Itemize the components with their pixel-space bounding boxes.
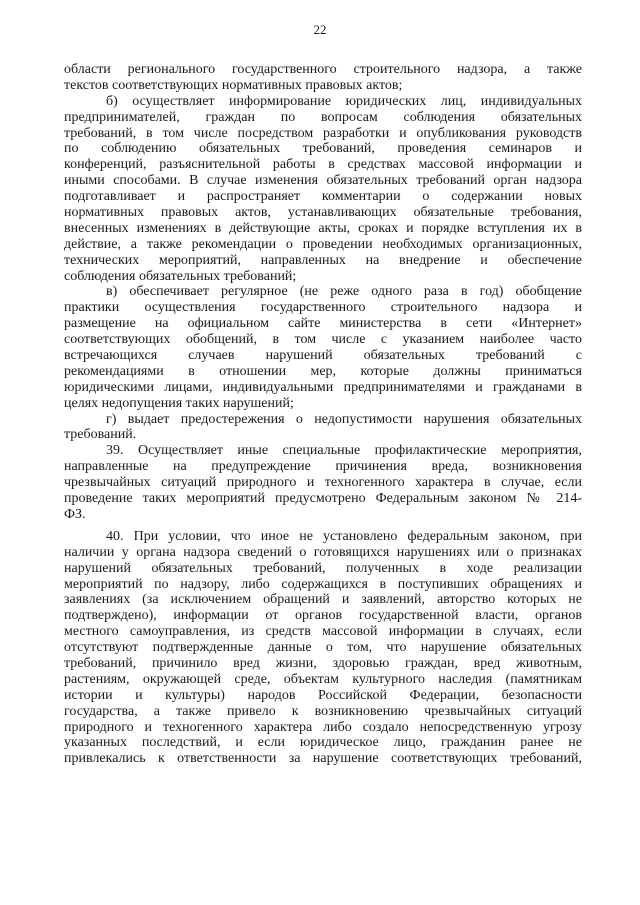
text-line: иными способами. В случае изменения обязательных требований орган надзора <box>64 173 582 189</box>
text-line: направленные на предупреждение причинения вреда, возникновения <box>64 459 582 475</box>
text-line: предпринимателей, граждан по вопросам соблюдения обязательных <box>64 109 582 125</box>
text-line: встречающихся случаев нарушений обязательных требований с <box>64 348 582 364</box>
text-line: практики осуществления государственного строительного надзора и <box>64 300 582 316</box>
text-line: области регионального государственного строительного надзора, а также <box>64 62 582 77</box>
text-line: местного самоуправления, из средств массовой информации в случаях, если <box>64 624 582 640</box>
text-line: требований. <box>64 427 137 443</box>
text-line: соответствующих обобщений, в том числе с указанием наиболее часто <box>64 332 582 348</box>
text-line: внесенных изменениях в действующие акты, сроках и порядке вступления их в <box>64 220 582 236</box>
text-line: юридическими лицами, индивидуальными предпринимателями и гражданами в <box>64 379 582 395</box>
text-line: указанных последствий, и если юридическое лицо, гражданин ранее не <box>64 735 582 751</box>
text-line: государства, а также привело к возникновению чрезвычайных ситуаций <box>64 703 582 719</box>
text-line: технических мероприятий, направленных на внедрение и обеспечение <box>64 252 582 268</box>
text-line: нормативных правовых актов, устанавливающих обязательные требования, <box>64 205 582 221</box>
text-line: природного и техногенного характера либо создало непосредственную угрозу <box>64 719 582 735</box>
text-line: б) осуществляет информирование юридических лиц, индивидуальных <box>106 93 582 109</box>
text-line: 40. При условии, что иное не установлено федеральным законом, при <box>106 528 582 544</box>
text-line: подтверждено), информации от органов государственной власти, органов <box>64 608 582 624</box>
text-line: по соблюдению обязательных требований, проведения семинаров и <box>64 141 582 157</box>
text-line: рекомендациями в отношении мер, которые должны приниматься <box>64 363 582 379</box>
text-line: привлекались к ответственности за нарушение соответствующих требований, <box>64 751 582 767</box>
page-number: 22 <box>313 22 327 37</box>
text-line: подготавливает и распространяет комментарии о содержании новых <box>64 189 582 205</box>
text-line: размещение на официальном сайте министерства в сети «Интернет» <box>64 316 582 332</box>
text-line: г) выдает предостережения о недопустимости нарушения обязательных <box>106 411 582 427</box>
text-line: наличии у органа надзора сведений о готовящихся нарушениях или о признаках <box>64 544 582 560</box>
text-line: действие, а также рекомендации о проведении необходимых организационных, <box>64 236 582 252</box>
text-line: соблюдения обязательных требований; <box>64 268 297 284</box>
text-line: в) обеспечивает регулярное (не реже одного раза в год) обобщение <box>106 284 582 300</box>
text-line: отсутствуют подтвержденные данные о том, что нарушение обязательных <box>64 640 582 656</box>
document-body <box>64 62 582 767</box>
text-line: проведение таких мероприятий предусмотрено Федеральным законом № 214- <box>64 491 582 507</box>
text-line: чрезвычайных ситуаций природного и техногенного характера в случае, если <box>64 475 582 491</box>
text-line: заявлениях (за исключением обращений и заявлений, авторство которых не <box>64 592 582 608</box>
text-line: мероприятий по надзору, либо содержащихся в поступивших обращениях и <box>64 576 582 592</box>
text-line: конференций, разъяснительной работы в средствах массовой информации и <box>64 157 582 173</box>
text-line: требований, причинило вред жизни, здоровью граждан, вред животным, <box>64 655 582 671</box>
text-line: ФЗ. <box>64 506 86 522</box>
text-line: требований, в том числе посредством разработки и опубликования руководств <box>64 125 582 141</box>
text-line: текстов соответствующих нормативных правовых актов; <box>64 77 403 93</box>
text-line: целях недопущения таких нарушений; <box>64 395 294 411</box>
text-line: 39. Осуществляет иные специальные профилактические мероприятия, <box>106 443 582 459</box>
text-line: истории и культуры) народов Российской Федерации, безопасности <box>64 687 582 703</box>
text-line: нарушений обязательных требований, полученных в ходе реализации <box>64 560 582 576</box>
text-line: растениям, окружающей среде, объектам культурного наследия (памятникам <box>64 671 582 687</box>
